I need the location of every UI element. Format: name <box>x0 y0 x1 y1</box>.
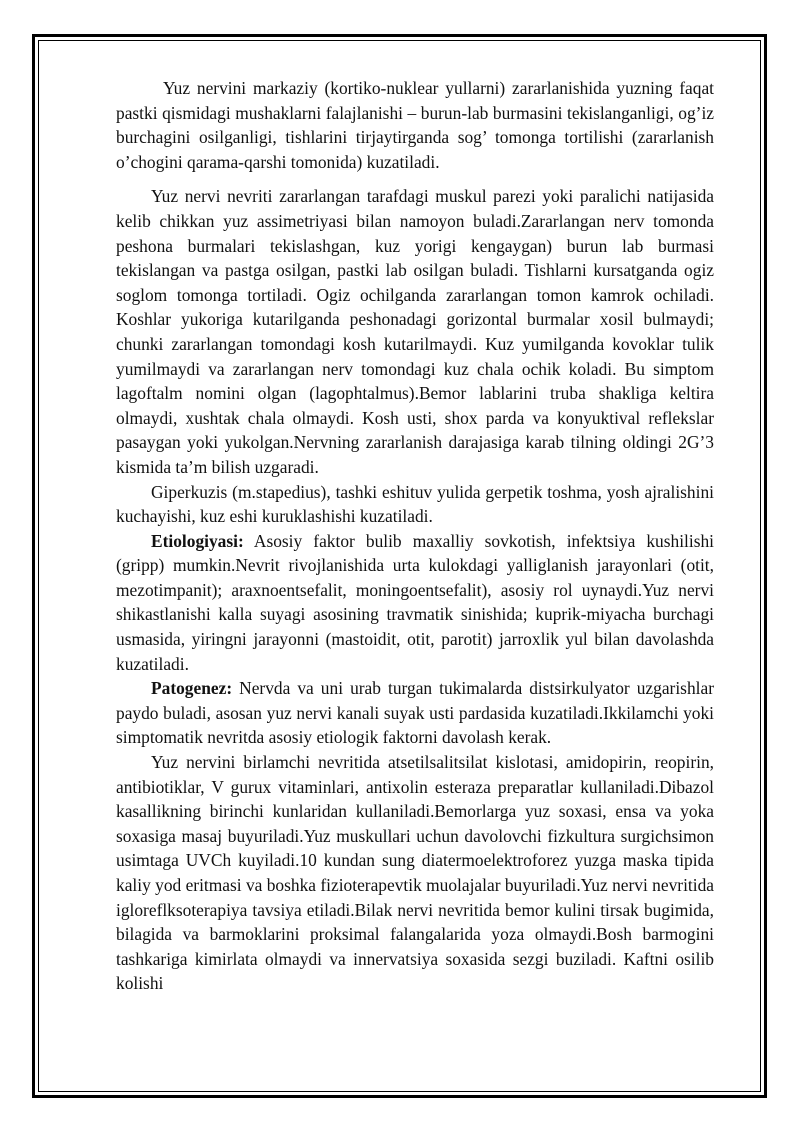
paragraph-text: Nervda va uni urab turgan tukimalarda distsirkulyator uzgarishlar paydo buladi, asosan yuz nervi kanali suyak usti pardasida kuzatiladi.Ikkilamchi yoki simptomatik nevritda asosiy etiologik faktorni davolash kerak. <box>116 678 714 748</box>
paragraph-pathogenesis <box>116 676 714 750</box>
paragraph-neuritis-symptoms <box>116 184 714 479</box>
pathogenesis-heading: Patogenez: <box>151 678 233 699</box>
etiology-heading: Etiologiyasi: <box>151 530 244 551</box>
paragraph-treatment <box>116 750 714 996</box>
paragraph-central-lesion <box>116 76 714 174</box>
paragraph-hyperacusis <box>116 480 714 529</box>
paragraph-text: Asosiy faktor bulib maxalliy sovkotish, infektsiya kushilishi (gripp) mumkin.Nevrit rivojlanishida urta kulokdagi yalliglanish jarayonlari (otit, mezotimpanit); araxnoentsefalit, moningoentsefalit), asosiy rol uynaydi.Yuz nervi shikastlanishi kalla suyagi asosining travmatik sinishida; kuprik-miyacha burchagi usmasida, yiringni jarayonni (mastoidit, otit, parotit) jarroxlik yul bilan davolashda kuzatiladi. <box>116 530 714 674</box>
paragraph-text: Yuz nervi nevriti zararlangan tarafdagi muskul parezi yoki paralichi natijasida kelib chikkan yuz assimetriyasi bilan namoyon buladi.Zararlangan nerv tomonda peshona burmalari tekislashgan, kuz yorigi kengaygan) burun lab burmasi tekislangan va pastga osilgan, pastki lab osilgan buladi. Tishlarni kursatganda ogiz soglom tomonga tortiladi. Ogiz ochilganda zararlangan tomon kamrok ochiladi. Koshlar yukoriga kutarilganda peshonadagi gorizontal burmalar xosil bulmaydi; chunki zararlangan tomondagi kosh kutarilmaydi. Kuz yumilganda kovoklar tulik yumilmaydi va zararlangan nerv tomondagi kuz chala ochik koladi. Bu simptom lagoftalm nomini olgan (lagophtalmus).Bemor lablarini truba shakliga keltira olmaydi, xushtak chala olmaydi. Kosh usti, shox parda va konyuktival reflekslar pasaygan yoki yukolgan.Nervning zararlanish darajasiga karab tilning oldingi 2G’3 kismida ta’m bilish uzgaradi. <box>116 186 714 477</box>
paragraph-etiology <box>116 529 714 677</box>
paragraph-text: Yuz nervini birlamchi nevritida atsetilsalitsilat kislotasi, amidopirin, reopirin, antibiotiklar, V gurux vitaminlari, antixolin esteraza preparatlar kullaniladi.Dibazol kasallikning birinchi kunlaridan kullaniladi.Bemorlarga yuz soxasi, ensa va yoka soxasiga masaj buyuriladi.Yuz muskullari uchun davolovchi fizkultura surgichsimon usimtaga UVCh kuyiladi.10 kundan sung diatermoelektroforez yuzga maska tipida kaliy yod eritmasi va boshka fizioterapevtik muolajalar buyuriladi.Yuz nervi nevritida igloreflksoterapiya tavsiya etiladi.Bilak nervi nevritida bemor kulini tirsak bugimida, bilagida va barmoklarini proksimal falangalarida yoza olmaydi.Bosh barmogini tashkariga kimirlata olmaydi va innervatsiya soxasida sezgi buziladi. Kaftni osilib kolishi <box>116 752 714 994</box>
document-body <box>116 76 714 996</box>
paragraph-text: Giperkuzis (m.stapedius), tashki eshituv yulida gerpetik toshma, yosh ajralishini kuchayishi, kuz eshi kuruklashishi kuzatiladi. <box>116 481 714 527</box>
paragraph-text: Yuz nervini markaziy (kortiko-nuklear yullarni) zararlanishida yuzning faqat pastki qismidagi mushaklarni falajlanishi – burun-lab burmasini tekislanganligi, og’iz burchagini osilganligi, tishlarini tirjaytirganda sog’ tomonga tortilishi (zararlanish o’chogini qarama-qarshi tomonida) kuzatiladi. <box>116 78 714 172</box>
